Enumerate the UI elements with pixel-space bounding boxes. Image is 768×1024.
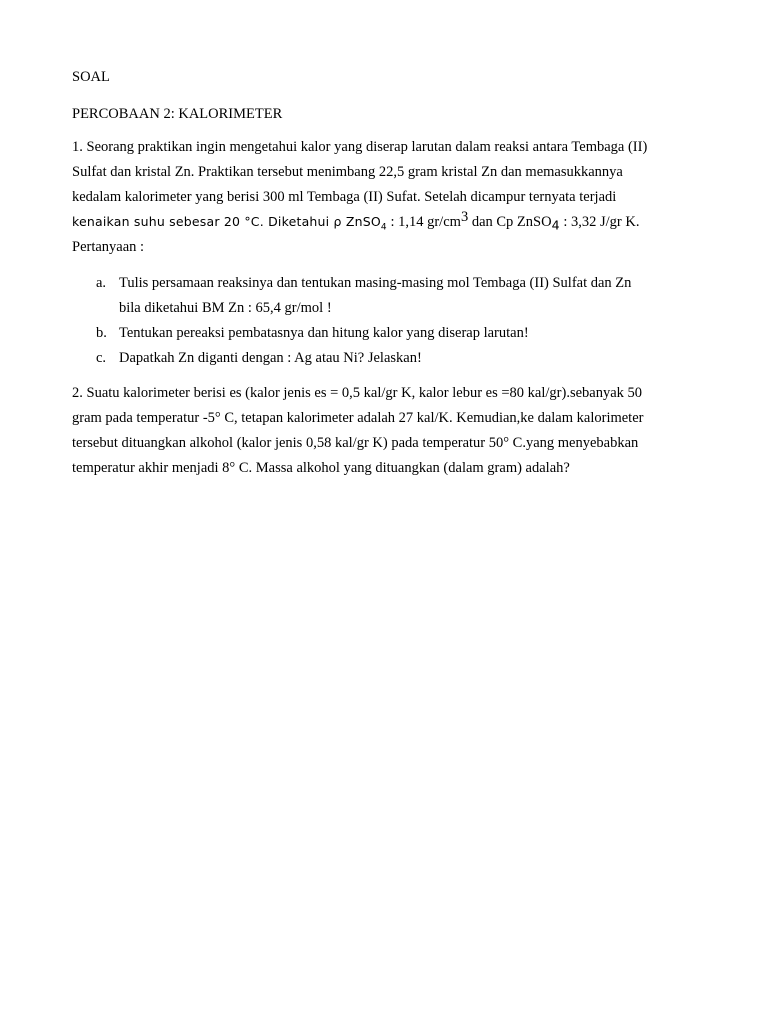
q1-item-c-line-1: Dapatkah Zn diganti dengan : Ag atau Ni? Jelaskan! [119,350,422,366]
q1-item-b-marker: b. [96,325,107,341]
q1-item-a-marker: a. [96,275,107,291]
q2-line-4: temperatur akhir menjadi 8° C. Massa alkohol yang dituangkan (dalam gram) adalah? [72,460,570,476]
q1-line-4-part4: : 3,32 J/gr K. [559,214,640,230]
q1-line-4-sub2: 4 [551,217,560,233]
q1-line-2: Sulfat dan kristal Zn. Praktikan tersebut menimbang 22,5 gram kristal Zn dan memasukkannya [72,164,623,180]
q1-line-4-part1: kenaikan suhu sebesar 20 °C. Diketahui ρ ZnSO [72,214,381,229]
q1-line-1: 1. Seorang praktikan ingin mengetahui kalor yang diserap larutan dalam reaksi antara Tembaga (II) [72,139,648,155]
q1-item-b-line-1: Tentukan pereaksi pembatasnya dan hitung kalor yang diserap larutan! [119,325,529,341]
q1-line-4-part3: dan Cp ZnSO [468,214,552,230]
q1-line-4-sup: 3 [460,208,469,225]
q1-line-4 [72,208,640,233]
q1-item-a-line-2: bila diketahui BM Zn : 65,4 gr/mol ! [119,300,332,316]
q1-item-c-marker: c. [96,350,107,366]
section-title: PERCOBAAN 2: KALORIMETER [72,106,283,122]
q2-line-2: gram pada temperatur -5° C, tetapan kalorimeter adalah 27 kal/K. Kemudian,ke dalam kalorimeter [72,410,644,426]
q2-line-1: 2. Suatu kalorimeter berisi es (kalor jenis es = 0,5 kal/gr K, kalor lebur es =80 kal/gr).sebanyak 50 [72,385,643,401]
q1-item-a-line-1: Tulis persamaan reaksinya dan tentukan masing-masing mol Tembaga (II) Sulfat dan Zn [119,275,632,291]
q1-line-3: kedalam kalorimeter yang berisi 300 ml Tembaga (II) Sufat. Setelah dicampur ternyata terjadi [72,189,617,205]
q1-line-5: Pertanyaan : [72,239,145,255]
q1-line-4-part2: : 1,14 gr/cm [386,214,461,230]
q1-line-4-sub1: 4 [380,222,387,233]
q2-line-3: tersebut dituangkan alkohol (kalor jenis 0,58 kal/gr K) pada temperatur 50° C.yang menyebabkan [72,435,639,451]
doc-header: SOAL [72,69,110,85]
